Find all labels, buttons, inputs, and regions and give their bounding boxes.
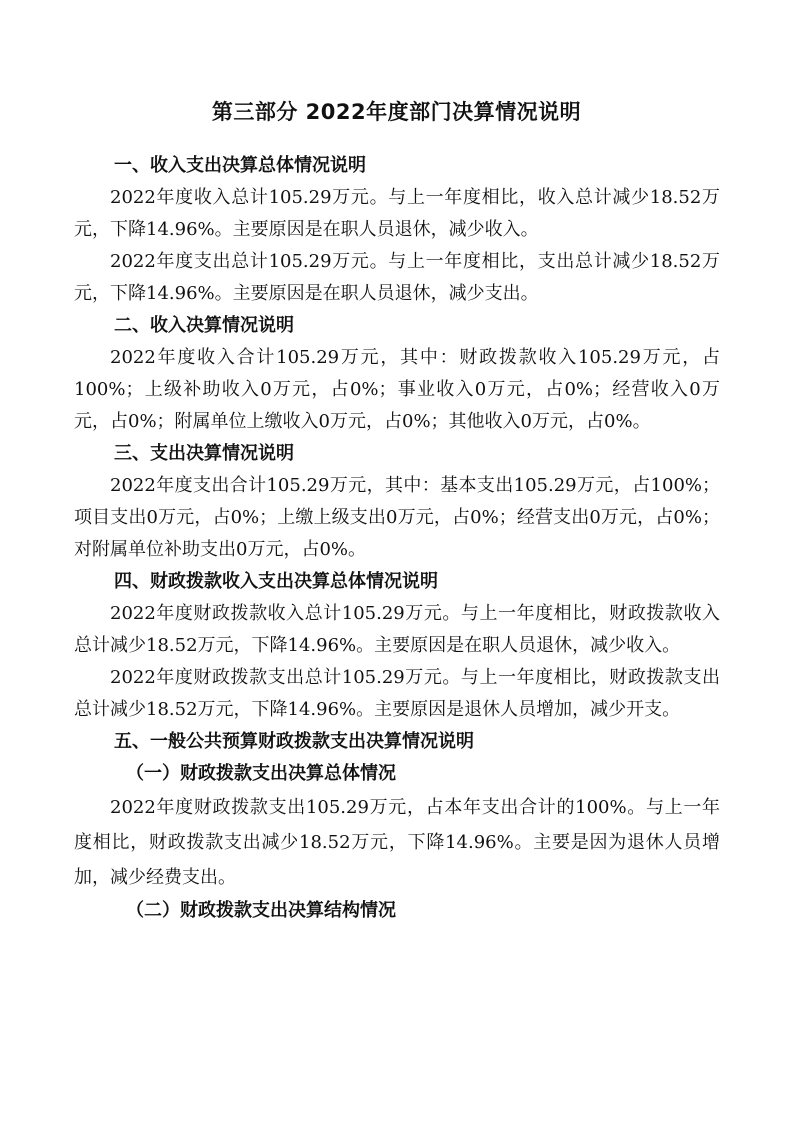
section-heading: 四、财政拨款收入支出决算总体情况说明	[114, 571, 438, 592]
section-heading: 三、支出决算情况说明	[114, 443, 294, 464]
paragraph: 2022年度支出合计105.29万元，其中：基本支出105.29万元，占100%；项目支出0万元，占0%；上缴上级支出0万元，占0%；经营支出0万元，占0%；对附属单位补助支出0万元，占0%。	[74, 475, 720, 560]
section-income	[74, 310, 720, 438]
paragraph: 2022年度财政拨款支出总计105.29万元。与上一年度相比，财政拨款支出总计减少18.52万元，下降14.96%。主要原因是退休人员增加，减少开支。	[74, 667, 720, 720]
paragraph: 2022年度财政拨款支出105.29万元，占本年支出合计的100%。与上一年度相比，财政拨款支出减少18.52万元，下降14.96%。主要是因为退休人员增加，减少经费支出。	[74, 797, 720, 888]
paragraph: 2022年度收入总计105.29万元。与上一年度相比，收入总计减少18.52万元，下降14.96%。主要原因是在职人员退休，减少收入。	[74, 187, 720, 240]
section-heading: 一、收入支出决算总体情况说明	[114, 155, 366, 176]
section-heading: 五、一般公共预算财政拨款支出决算情况说明	[114, 731, 474, 752]
section-general-budget	[74, 726, 720, 927]
paragraph: 2022年度支出总计105.29万元。与上一年度相比，支出总计减少18.52万元，下降14.96%。主要原因是在职人员退休，减少支出。	[74, 251, 720, 304]
document-body	[74, 150, 720, 927]
paragraph: 2022年度收入合计105.29万元，其中：财政拨款收入105.29万元，占100%；上级补助收入0万元，占0%；事业收入0万元，占0%；经营收入0万元，占0%；附属单位上缴收入0万元，占0%；其他收入0万元，占0%。	[74, 347, 720, 432]
subsection-heading: （一）财政拨款支出决算总体情况	[126, 763, 396, 784]
subsection-heading: （二）财政拨款支出决算结构情况	[126, 900, 396, 921]
section-heading: 二、收入决算情况说明	[114, 315, 294, 336]
section-overall	[74, 150, 720, 310]
section-expenditure	[74, 438, 720, 566]
page-title: 第三部分 2022年度部门决算情况说明	[211, 100, 582, 124]
paragraph: 2022年度财政拨款收入总计105.29万元。与上一年度相比，财政拨款收入总计减少18.52万元，下降14.96%。主要原因是在职人员退休，减少收入。	[74, 603, 720, 656]
section-fiscal-appropriation	[74, 566, 720, 726]
